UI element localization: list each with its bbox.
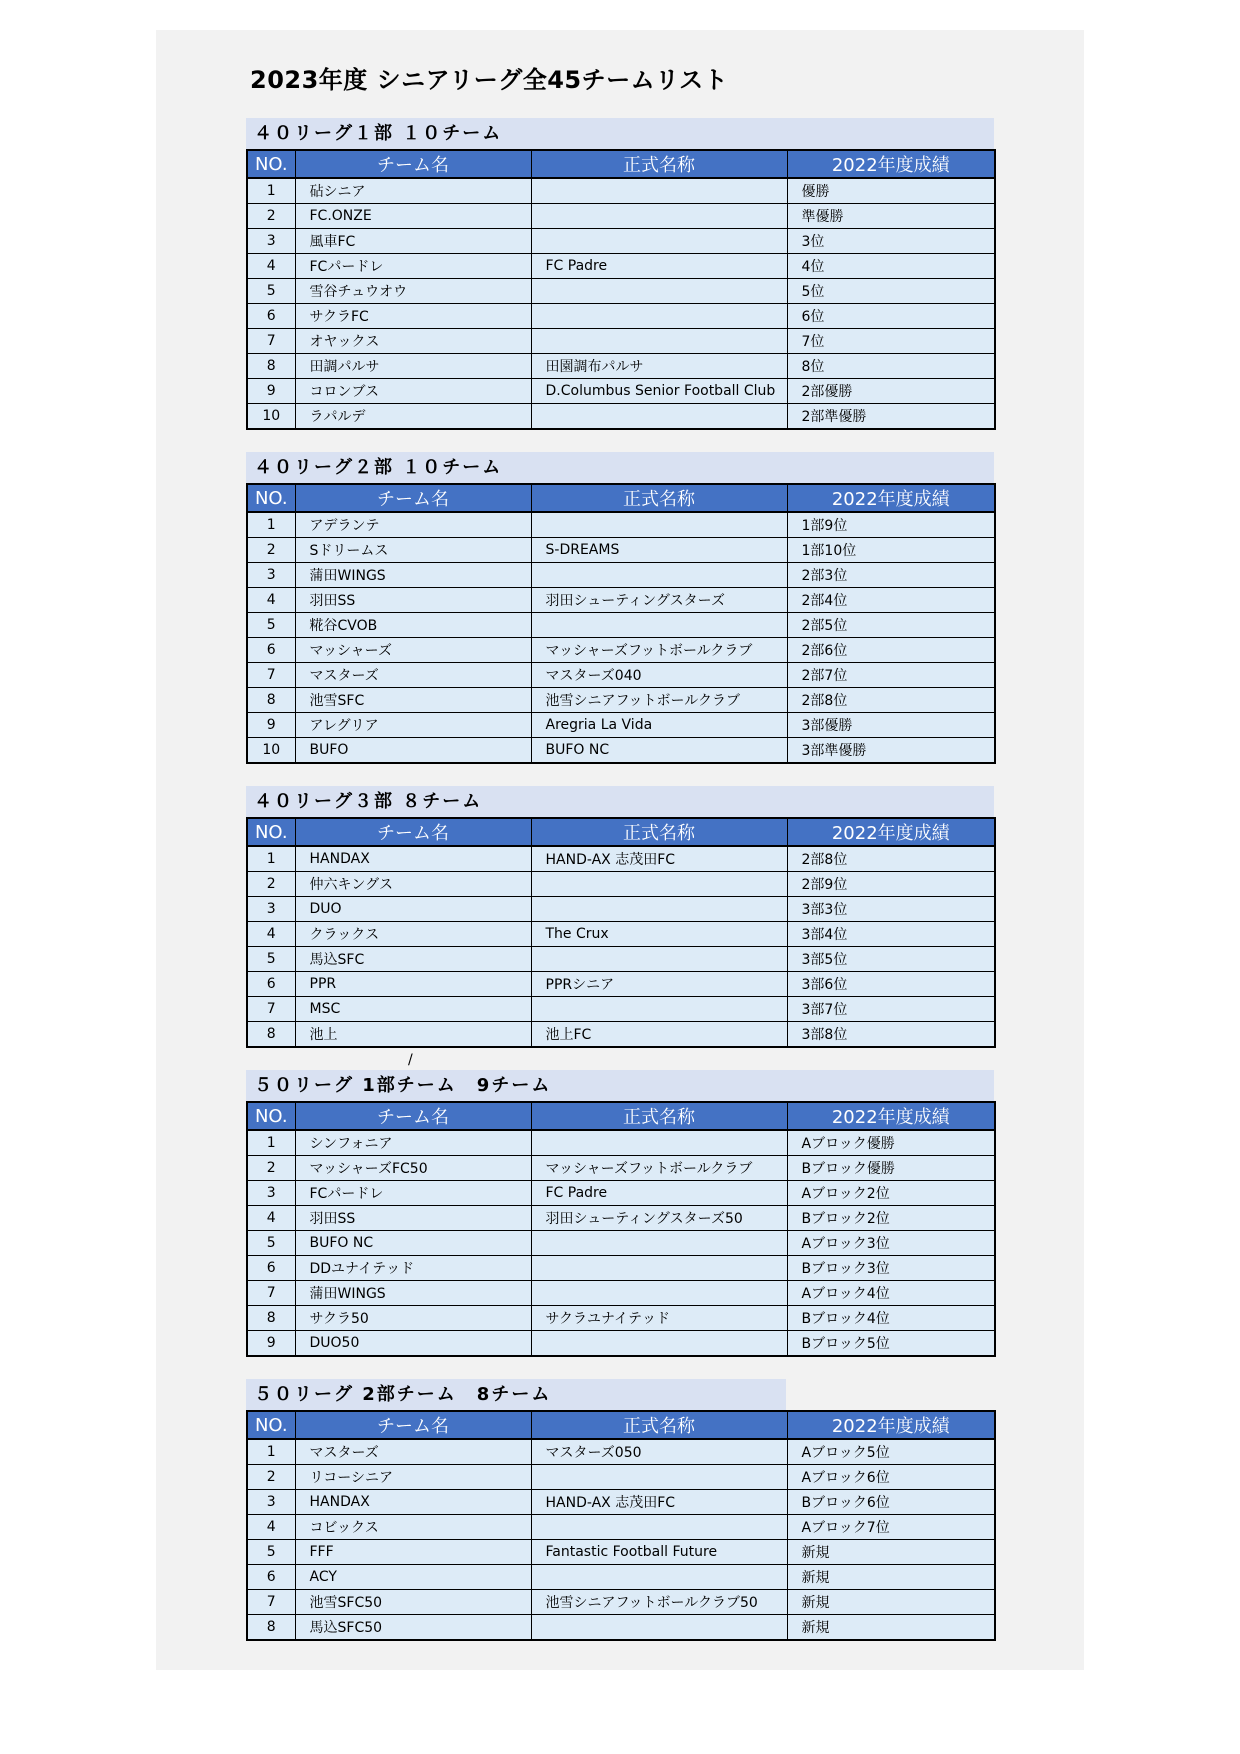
header-team-name: チーム名 (295, 484, 531, 512)
cell-team-name: オヤックス (295, 329, 531, 354)
cell-no: 3 (247, 229, 295, 254)
cell-official-name (531, 1615, 787, 1641)
cell-team-name: FCパードレ (295, 1181, 531, 1206)
table-row (247, 1465, 995, 1490)
cell-team-name: DDユナイテッド (295, 1256, 531, 1281)
header-official-name: 正式名称 (531, 484, 787, 512)
cell-team-name: HANDAX (295, 846, 531, 872)
cell-official-name (531, 997, 787, 1022)
cell-official-name (531, 404, 787, 430)
cell-2022-result: 4位 (787, 254, 995, 279)
cell-official-name: マスターズ050 (531, 1439, 787, 1465)
table-header-row (247, 1102, 995, 1130)
cell-2022-result: 3部5位 (787, 947, 995, 972)
table-row (247, 304, 995, 329)
league-section (246, 118, 996, 430)
cell-2022-result: Aブロック4位 (787, 1281, 995, 1306)
header-2022-result: 2022年度成績 (787, 1411, 995, 1439)
cell-team-name: コビックス (295, 1515, 531, 1540)
cell-2022-result: 2部6位 (787, 638, 995, 663)
cell-official-name (531, 947, 787, 972)
section-heading: ５０リーグ 1部チーム 9チーム (246, 1070, 994, 1101)
cell-team-name: マッシャーズ (295, 638, 531, 663)
cell-no: 8 (247, 1306, 295, 1331)
cell-team-name: サクラFC (295, 304, 531, 329)
league-section (246, 786, 996, 1048)
header-no: NO. (247, 484, 295, 512)
cell-2022-result: Aブロック5位 (787, 1439, 995, 1465)
cell-team-name: マスターズ (295, 1439, 531, 1465)
table-row (247, 1181, 995, 1206)
stray-slash: / (408, 1052, 413, 1068)
cell-no: 4 (247, 922, 295, 947)
cell-no: 6 (247, 1565, 295, 1590)
table-row (247, 279, 995, 304)
cell-no: 2 (247, 1156, 295, 1181)
cell-2022-result: 5位 (787, 279, 995, 304)
table-row (247, 947, 995, 972)
cell-official-name (531, 563, 787, 588)
table-row (247, 354, 995, 379)
cell-official-name: D.Columbus Senior Football Club (531, 379, 787, 404)
header-team-name: チーム名 (295, 818, 531, 846)
cell-team-name: 馬込SFC50 (295, 1615, 531, 1641)
league-section (246, 1070, 996, 1357)
cell-team-name: 羽田SS (295, 1206, 531, 1231)
header-2022-result: 2022年度成績 (787, 1102, 995, 1130)
table-header-row (247, 484, 995, 512)
header-official-name: 正式名称 (531, 150, 787, 178)
table-row (247, 1615, 995, 1641)
header-no: NO. (247, 818, 295, 846)
header-team-name: チーム名 (295, 150, 531, 178)
table-header-row (247, 818, 995, 846)
cell-team-name: 羽田SS (295, 588, 531, 613)
cell-no: 8 (247, 1615, 295, 1641)
table-row (247, 563, 995, 588)
table-row (247, 1130, 995, 1156)
cell-team-name: BUFO NC (295, 1231, 531, 1256)
section-heading: ４０リーグ１部 １０チーム (246, 118, 994, 149)
cell-2022-result: 3部8位 (787, 1022, 995, 1048)
table-row (247, 254, 995, 279)
table-row (247, 1515, 995, 1540)
cell-2022-result: 3部7位 (787, 997, 995, 1022)
cell-2022-result: 3位 (787, 229, 995, 254)
cell-team-name: DUO (295, 897, 531, 922)
cell-no: 1 (247, 1130, 295, 1156)
cell-no: 3 (247, 897, 295, 922)
cell-no: 5 (247, 613, 295, 638)
cell-2022-result: 2部5位 (787, 613, 995, 638)
table-row (247, 1540, 995, 1565)
cell-official-name: FC Padre (531, 1181, 787, 1206)
cell-no: 6 (247, 972, 295, 997)
team-table (246, 1101, 996, 1357)
table-header-row (247, 1411, 995, 1439)
cell-2022-result: 優勝 (787, 178, 995, 204)
cell-2022-result: 新規 (787, 1540, 995, 1565)
document-page (156, 30, 1084, 1670)
cell-2022-result: 3部優勝 (787, 713, 995, 738)
header-2022-result: 2022年度成績 (787, 484, 995, 512)
table-row (247, 1331, 995, 1357)
header-no: NO. (247, 1411, 295, 1439)
cell-team-name: 蒲田WINGS (295, 563, 531, 588)
cell-2022-result: Bブロック3位 (787, 1256, 995, 1281)
team-table (246, 483, 996, 764)
table-row (247, 1281, 995, 1306)
cell-official-name: 池上FC (531, 1022, 787, 1048)
header-official-name: 正式名称 (531, 1102, 787, 1130)
cell-official-name (531, 329, 787, 354)
cell-official-name (531, 872, 787, 897)
page-title: 2023年度 シニアリーグ全45チームリスト (250, 66, 729, 94)
cell-no: 1 (247, 512, 295, 538)
cell-official-name (531, 1256, 787, 1281)
cell-2022-result: Bブロック優勝 (787, 1156, 995, 1181)
cell-no: 1 (247, 1439, 295, 1465)
cell-2022-result: 7位 (787, 329, 995, 354)
cell-official-name: サクラユナイテッド (531, 1306, 787, 1331)
cell-2022-result: Aブロック7位 (787, 1515, 995, 1540)
table-row (247, 846, 995, 872)
cell-no: 5 (247, 1231, 295, 1256)
header-team-name: チーム名 (295, 1411, 531, 1439)
cell-no: 4 (247, 588, 295, 613)
cell-team-name: FCパードレ (295, 254, 531, 279)
cell-team-name: アレグリア (295, 713, 531, 738)
cell-no: 5 (247, 1540, 295, 1565)
cell-2022-result: Aブロック6位 (787, 1465, 995, 1490)
cell-team-name: BUFO (295, 738, 531, 764)
cell-no: 10 (247, 738, 295, 764)
cell-no: 7 (247, 1281, 295, 1306)
cell-team-name: HANDAX (295, 1490, 531, 1515)
cell-official-name (531, 1465, 787, 1490)
cell-official-name (531, 1281, 787, 1306)
table-row (247, 688, 995, 713)
cell-team-name: サクラ50 (295, 1306, 531, 1331)
cell-2022-result: 2部優勝 (787, 379, 995, 404)
cell-no: 4 (247, 1515, 295, 1540)
cell-no: 2 (247, 872, 295, 897)
cell-team-name: リコーシニア (295, 1465, 531, 1490)
cell-team-name: Sドリームス (295, 538, 531, 563)
cell-no: 3 (247, 1490, 295, 1515)
cell-team-name: 蒲田WINGS (295, 1281, 531, 1306)
cell-2022-result: 1部9位 (787, 512, 995, 538)
table-row (247, 229, 995, 254)
cell-team-name: 雪谷チュウオウ (295, 279, 531, 304)
cell-2022-result: 2部3位 (787, 563, 995, 588)
cell-official-name (531, 512, 787, 538)
cell-2022-result: 3部3位 (787, 897, 995, 922)
table-row (247, 922, 995, 947)
cell-team-name: MSC (295, 997, 531, 1022)
cell-official-name: FC Padre (531, 254, 787, 279)
cell-2022-result: 準優勝 (787, 204, 995, 229)
table-row (247, 1022, 995, 1048)
cell-no: 8 (247, 354, 295, 379)
cell-no: 8 (247, 688, 295, 713)
cell-official-name: マスターズ040 (531, 663, 787, 688)
table-row (247, 613, 995, 638)
section-heading: ４０リーグ３部 ８チーム (246, 786, 994, 817)
cell-team-name: 糀谷CVOB (295, 613, 531, 638)
table-row (247, 512, 995, 538)
cell-2022-result: 3部4位 (787, 922, 995, 947)
cell-no: 6 (247, 638, 295, 663)
cell-official-name (531, 178, 787, 204)
cell-team-name: FFF (295, 1540, 531, 1565)
section-heading: ４０リーグ２部 １０チーム (246, 452, 994, 483)
cell-no: 3 (247, 1181, 295, 1206)
table-row (247, 897, 995, 922)
cell-official-name (531, 897, 787, 922)
league-section (246, 452, 996, 764)
cell-2022-result: 新規 (787, 1590, 995, 1615)
cell-official-name (531, 1565, 787, 1590)
table-row (247, 972, 995, 997)
cell-official-name: 羽田シューティングスターズ50 (531, 1206, 787, 1231)
table-row (247, 638, 995, 663)
header-team-name: チーム名 (295, 1102, 531, 1130)
cell-team-name: ACY (295, 1565, 531, 1590)
cell-team-name: DUO50 (295, 1331, 531, 1357)
cell-no: 2 (247, 204, 295, 229)
cell-official-name (531, 613, 787, 638)
table-row (247, 204, 995, 229)
table-row (247, 738, 995, 764)
cell-2022-result: 2部4位 (787, 588, 995, 613)
cell-no: 2 (247, 538, 295, 563)
cell-official-name: BUFO NC (531, 738, 787, 764)
table-row (247, 329, 995, 354)
cell-team-name: 池雪SFC50 (295, 1590, 531, 1615)
cell-team-name: 仲六キングス (295, 872, 531, 897)
cell-no: 4 (247, 1206, 295, 1231)
cell-no: 4 (247, 254, 295, 279)
section-heading: ５０リーグ 2部チーム 8チーム (246, 1379, 786, 1410)
cell-2022-result: 6位 (787, 304, 995, 329)
cell-team-name: クラックス (295, 922, 531, 947)
cell-no: 9 (247, 1331, 295, 1357)
cell-2022-result: 8位 (787, 354, 995, 379)
cell-no: 1 (247, 178, 295, 204)
table-row (247, 178, 995, 204)
table-row (247, 1256, 995, 1281)
cell-team-name: シンフォニア (295, 1130, 531, 1156)
cell-no: 8 (247, 1022, 295, 1048)
cell-2022-result: 3部6位 (787, 972, 995, 997)
table-header-row (247, 150, 995, 178)
cell-team-name: PPR (295, 972, 531, 997)
header-official-name: 正式名称 (531, 818, 787, 846)
cell-no: 2 (247, 1465, 295, 1490)
table-row (247, 1439, 995, 1465)
cell-official-name: マッシャーズフットボールクラブ (531, 638, 787, 663)
cell-no: 5 (247, 947, 295, 972)
cell-2022-result: Bブロック5位 (787, 1331, 995, 1357)
cell-2022-result: 2部8位 (787, 688, 995, 713)
cell-official-name: HAND-AX 志茂田FC (531, 1490, 787, 1515)
table-row (247, 1156, 995, 1181)
cell-official-name: Fantastic Football Future (531, 1540, 787, 1565)
cell-no: 7 (247, 1590, 295, 1615)
team-table (246, 149, 996, 430)
cell-2022-result: Bブロック6位 (787, 1490, 995, 1515)
cell-2022-result: 2部8位 (787, 846, 995, 872)
cell-official-name (531, 279, 787, 304)
cell-team-name: ラパルデ (295, 404, 531, 430)
table-row (247, 404, 995, 430)
cell-official-name: マッシャーズフットボールクラブ (531, 1156, 787, 1181)
cell-no: 6 (247, 304, 295, 329)
cell-2022-result: 2部9位 (787, 872, 995, 897)
cell-team-name: 池上 (295, 1022, 531, 1048)
cell-2022-result: 2部準優勝 (787, 404, 995, 430)
cell-no: 7 (247, 997, 295, 1022)
cell-team-name: FC.ONZE (295, 204, 531, 229)
cell-2022-result: Aブロック2位 (787, 1181, 995, 1206)
cell-team-name: マッシャーズFC50 (295, 1156, 531, 1181)
league-section (246, 1379, 996, 1641)
header-2022-result: 2022年度成績 (787, 150, 995, 178)
table-row (247, 872, 995, 897)
table-row (247, 1306, 995, 1331)
table-row (247, 1231, 995, 1256)
cell-2022-result: Aブロック優勝 (787, 1130, 995, 1156)
team-table (246, 1410, 996, 1641)
cell-official-name: S-DREAMS (531, 538, 787, 563)
cell-official-name: 池雪シニアフットボールクラブ50 (531, 1590, 787, 1615)
table-row (247, 379, 995, 404)
cell-official-name (531, 1515, 787, 1540)
cell-team-name: 砧シニア (295, 178, 531, 204)
cell-team-name: 風車FC (295, 229, 531, 254)
table-row (247, 1565, 995, 1590)
cell-official-name: 羽田シューティングスターズ (531, 588, 787, 613)
cell-official-name: The Crux (531, 922, 787, 947)
cell-no: 7 (247, 329, 295, 354)
cell-official-name: HAND-AX 志茂田FC (531, 846, 787, 872)
cell-2022-result: 新規 (787, 1565, 995, 1590)
header-no: NO. (247, 1102, 295, 1130)
cell-official-name (531, 1231, 787, 1256)
cell-2022-result: Bブロック2位 (787, 1206, 995, 1231)
cell-no: 9 (247, 379, 295, 404)
cell-official-name (531, 204, 787, 229)
cell-team-name: 田調パルサ (295, 354, 531, 379)
cell-no: 10 (247, 404, 295, 430)
cell-no: 9 (247, 713, 295, 738)
cell-no: 5 (247, 279, 295, 304)
cell-official-name: 池雪シニアフットボールクラブ (531, 688, 787, 713)
table-row (247, 588, 995, 613)
table-row (247, 538, 995, 563)
cell-2022-result: 3部準優勝 (787, 738, 995, 764)
cell-team-name: マスターズ (295, 663, 531, 688)
cell-team-name: アデランテ (295, 512, 531, 538)
cell-official-name (531, 1130, 787, 1156)
cell-2022-result: 新規 (787, 1615, 995, 1641)
cell-no: 3 (247, 563, 295, 588)
cell-no: 7 (247, 663, 295, 688)
team-table (246, 817, 996, 1048)
cell-team-name: コロンブス (295, 379, 531, 404)
cell-official-name (531, 1331, 787, 1357)
cell-official-name: PPRシニア (531, 972, 787, 997)
table-row (247, 1490, 995, 1515)
cell-2022-result: 2部7位 (787, 663, 995, 688)
cell-team-name: 池雪SFC (295, 688, 531, 713)
table-row (247, 997, 995, 1022)
cell-2022-result: Bブロック4位 (787, 1306, 995, 1331)
cell-2022-result: Aブロック3位 (787, 1231, 995, 1256)
cell-no: 1 (247, 846, 295, 872)
header-official-name: 正式名称 (531, 1411, 787, 1439)
cell-official-name: 田園調布パルサ (531, 354, 787, 379)
table-row (247, 663, 995, 688)
table-row (247, 1206, 995, 1231)
table-row (247, 713, 995, 738)
table-row (247, 1590, 995, 1615)
cell-no: 6 (247, 1256, 295, 1281)
cell-official-name (531, 229, 787, 254)
cell-official-name: Aregria La Vida (531, 713, 787, 738)
cell-team-name: 馬込SFC (295, 947, 531, 972)
header-no: NO. (247, 150, 295, 178)
cell-official-name (531, 304, 787, 329)
header-2022-result: 2022年度成績 (787, 818, 995, 846)
cell-2022-result: 1部10位 (787, 538, 995, 563)
